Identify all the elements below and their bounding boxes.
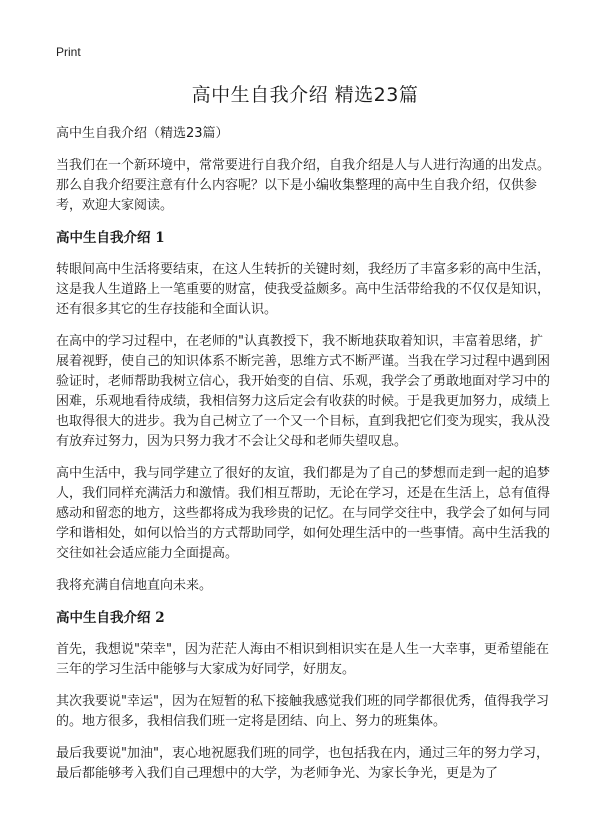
document-subtitle: 高中生自我介绍（精选23篇） — [56, 126, 229, 141]
section-2-paragraph-2: 其次我要说"幸运"，因为在短暂的私下接触我感觉我们班的同学都很优秀，值得我学习的。地方很多，我相信我们班一定将是团结、向上、努力的班集体。 — [56, 694, 549, 729]
document-title: 高中生自我介绍 精选23篇 — [191, 84, 419, 106]
section-heading-2: 高中生自我介绍 2 — [56, 610, 165, 626]
section-1-paragraph-1: 转眼间高中生活将要结束，在这人生转折的关键时刻，我经历了丰富多彩的高中生活，这是我人生道路上一笔重要的财富，使我受益颇多。高中生活带给我的不仅仅是知识，还有很多其它的生存技能和全面认识。 — [56, 262, 551, 317]
intro-paragraph: 当我们在一个新环境中，常常要进行自我介绍，自我介绍是人与人进行沟通的出发点。那么自我介绍要注意有什么内容呢？以下是小编收集整理的高中生自我介绍，仅供参考，欢迎大家阅读。 — [56, 158, 551, 213]
section-1-paragraph-2: 在高中的学习过程中，在老师的"认真教授下，我不断地获取着知识，丰富着思绪，扩展着视野，使自己的知识体系不断完善，思维方式不断严谨。当我在学习过程中遇到困验证时，老师帮助我树立信心，我开始变的自信、乐观，我学会了勇敢地面对学习中的困难，乐观地看待成绩，我相信努力这后定会有收获的时候。于是我更加努力，成绩上也取得很大的进步。我为自己树立了一个又一个目标，直到我把它们变为现实，我从没有放弃过努力，因为只努力我才不会让父母和老师失望叹息。 — [56, 334, 551, 449]
section-2-paragraph-3: 最后我要说"加油"，衷心地祝愿我们班的同学，也包括我在内，通过三年的努力学习，最后都能够考入我们自己理想中的大学，为老师争光、为家长争光，更是为了 — [56, 746, 549, 781]
print-label: Print — [56, 45, 81, 59]
section-2-paragraph-1: 首先，我想说"荣幸"，因为茫茫人海由不相识到相识实在是人生一大幸事，更希望能在三年的学习生活中能够与大家成为好同学，好朋友。 — [56, 642, 549, 677]
section-1-paragraph-3: 高中生活中，我与同学建立了很好的友谊，我们都是为了自己的梦想而走到一起的追梦人，我们同样充满活力和激情。我们相互帮助，无论在学习，还是在生活上，总有值得感动和留恋的地方，这些都将成为我珍贵的记忆。在与同学交往中，我学会了如何与同学和谐相处，如何以恰当的方式帮助同学，如何处理生活中的一些事情。高中生活我的交往如社会适应能力全面提高。 — [56, 466, 551, 561]
section-heading-1: 高中生自我介绍 1 — [56, 230, 165, 246]
section-1-paragraph-4: 我将充满自信地直向未来。 — [56, 578, 213, 593]
